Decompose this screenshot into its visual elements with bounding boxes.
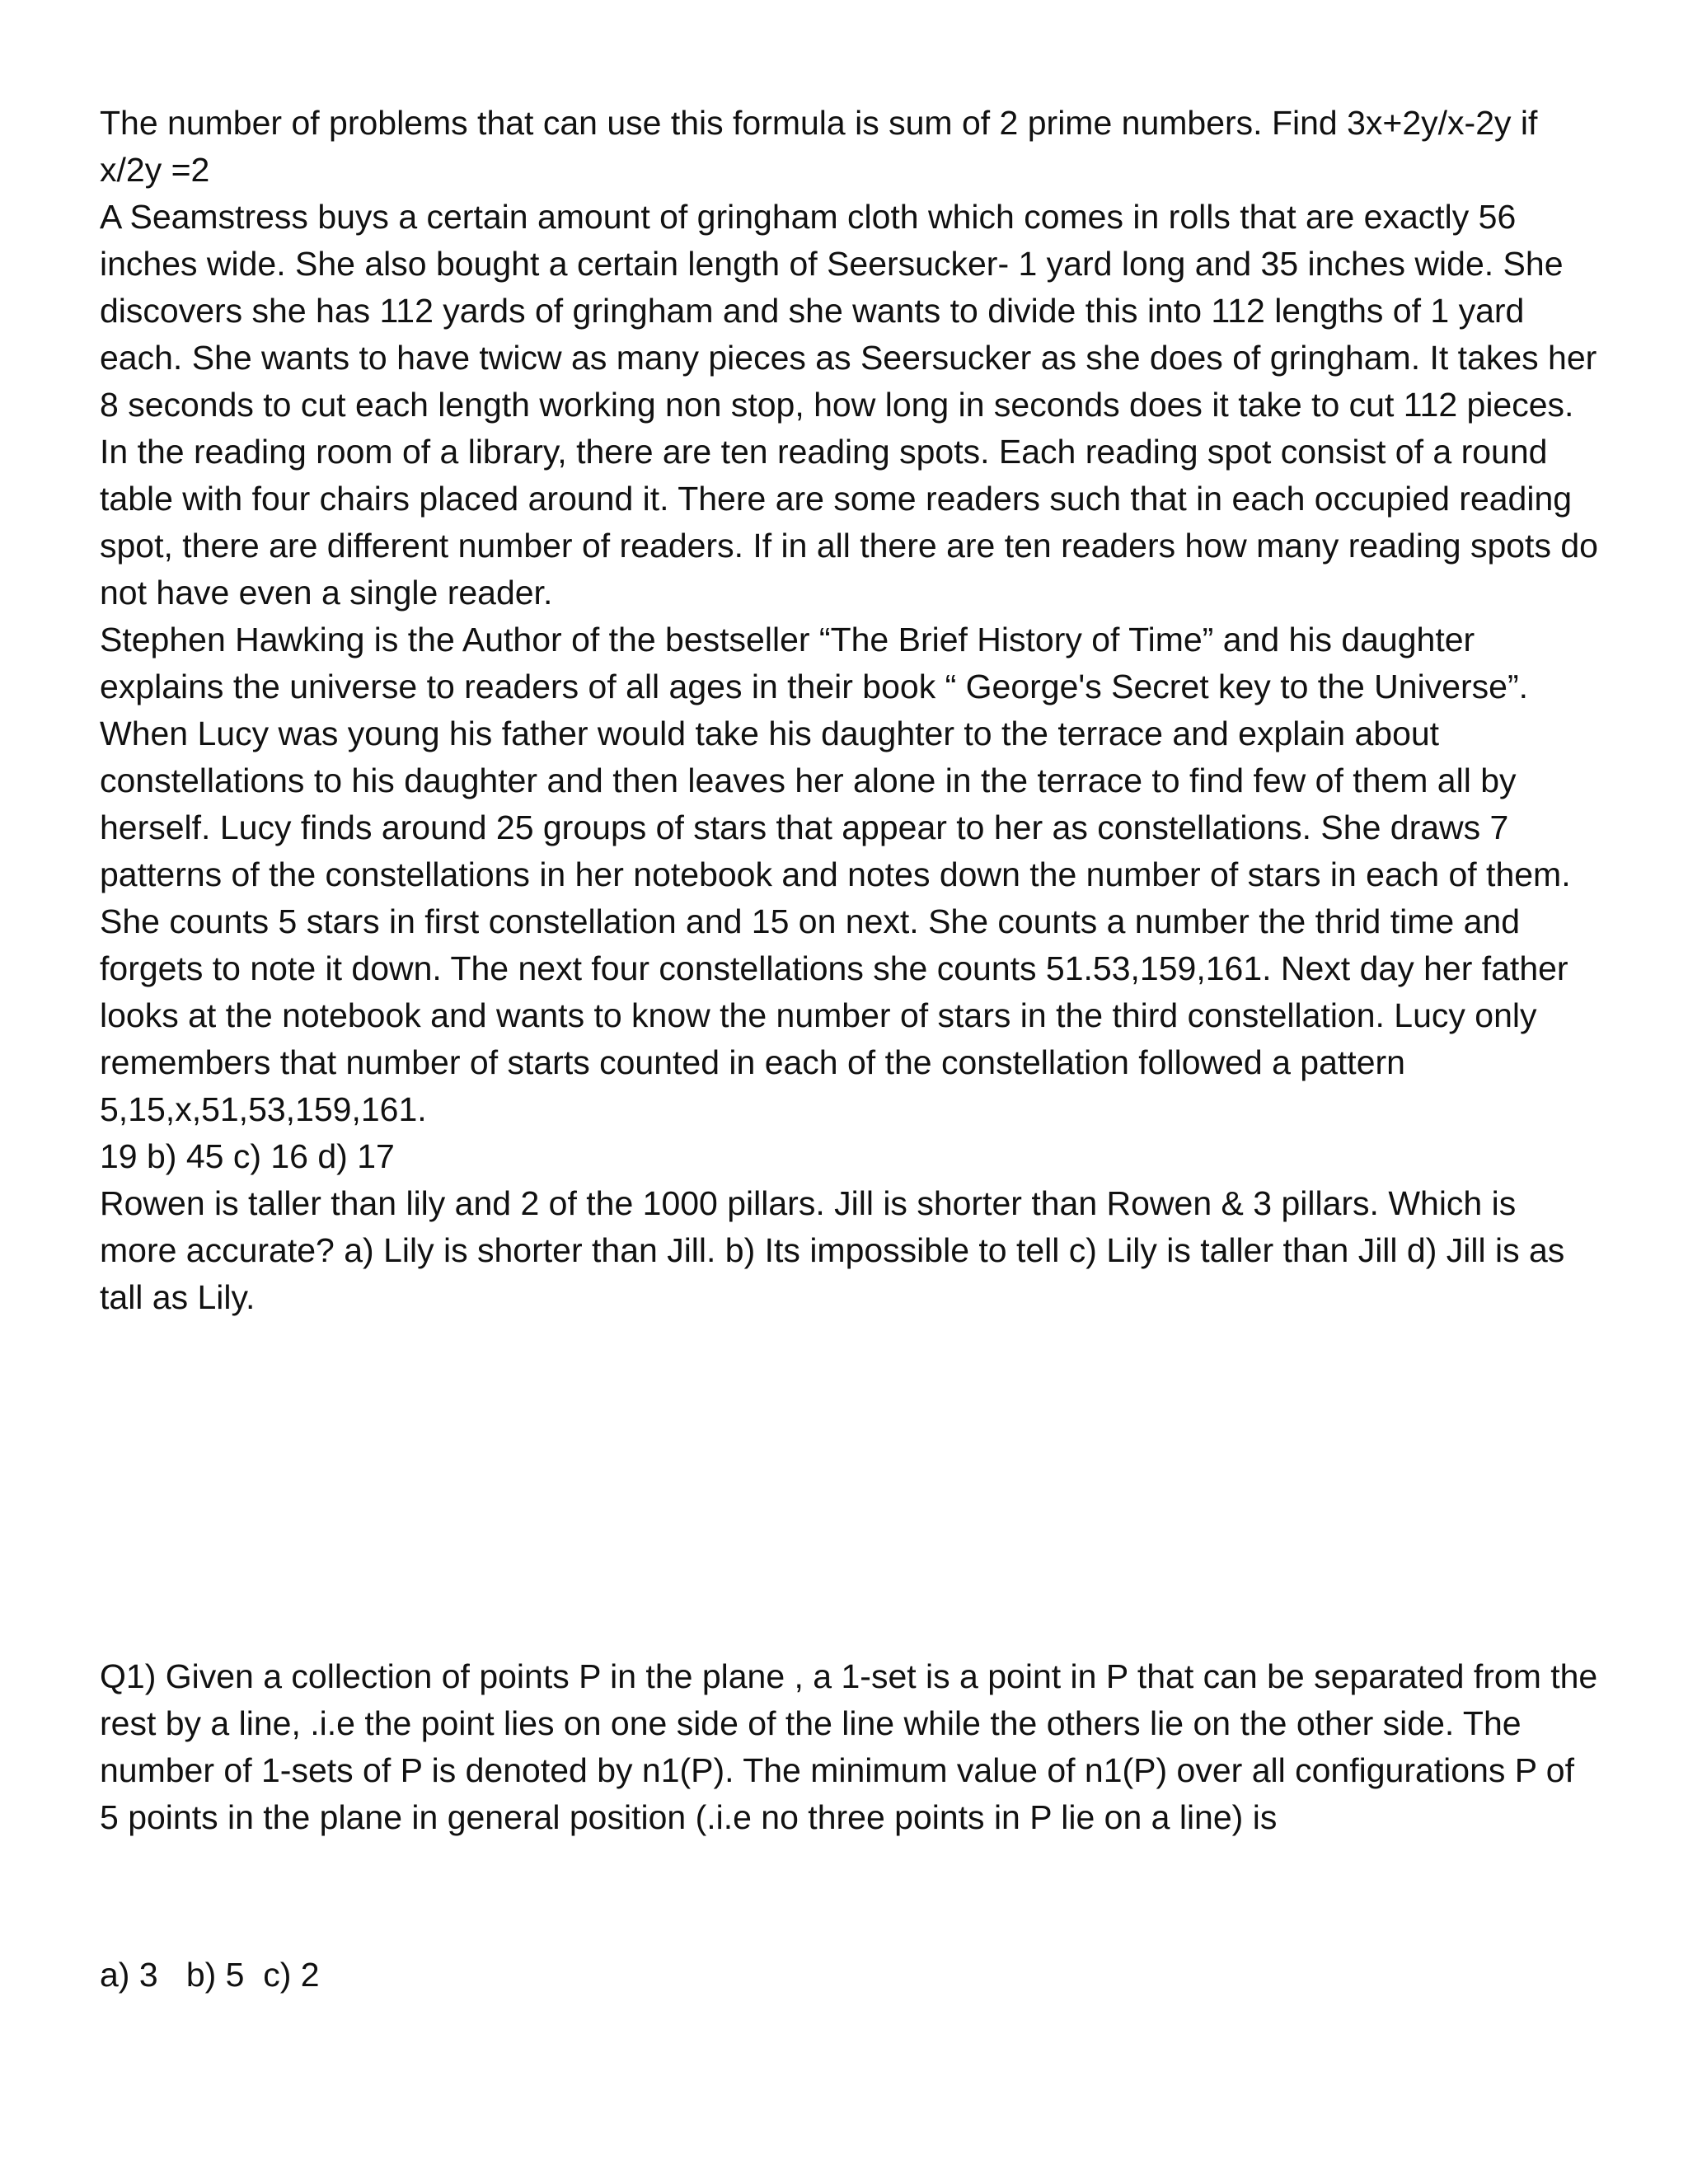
questions-block	[100, 100, 1600, 1321]
lucy-constellation-paragraph: When Lucy was young his father would take his daughter to the terrace and explain about constellations to his daughter and then leaves her alone in the terrace to find few of them all by herself. Lucy finds around 25 groups of stars that appear to her as constellations. She draws 7 patterns of the constellations in her notebook and notes down the number of stars in each of them. She counts 5 stars in first constellation and 15 on next. She counts a number the thrid time and forgets to note it down. The next four constellations she counts 51.53,159,161. Next day her father looks at the notebook and wants to know the number of stars in the third constellation. Lucy only remembers that number of starts counted in each of the constellation followed a pattern 5,15,x,51,53,159,161.	[100, 715, 1571, 1128]
q1-options: a) 3 b) 5 c) 2	[100, 1956, 320, 1994]
q1-block	[100, 1653, 1600, 1841]
hawking-paragraph: Stephen Hawking is the Author of the bestseller “The Brief History of Time” and his daughter explains the universe to readers of all ages in their book “ George's Secret key to the Universe”.	[100, 621, 1528, 705]
rowen-question-paragraph: Rowen is taller than lily and 2 of the 1000 pillars. Jill is shorter than Rowen & 3 pillars. Which is more accurate? a) Lily is shorter than Jill. b) Its impossible to tell c) Lily is taller than Jill d) Jill is as tall as Lily.	[100, 1184, 1565, 1316]
reading-room-question-paragraph: In the reading room of a library, there are ten reading spots. Each reading spot consist of a round table with four chairs placed around it. There are some readers such that in each occupied reading spot, there are different number of readers. If in all there are ten readers how many reading spots do not have even a single reader.	[100, 433, 1598, 612]
q1-question: Q1) Given a collection of points P in the plane , a 1-set is a point in P that can be separated from the rest by a line, .i.e the point lies on one side of the line while the others lie on the other side. The number of 1-sets of P is denoted by n1(P). The minimum value of n1(P) over all configurations P of 5 points in the plane in general position (.i.e no three points in P lie on a line) is	[100, 1657, 1598, 1836]
constellation-options: 19 b) 45 c) 16 d) 17	[100, 1137, 395, 1175]
formula-question-paragraph: The number of problems that can use this formula is sum of 2 prime numbers. Find 3x+2y/x-2y if x/2y =2	[100, 104, 1538, 189]
seamstress-question-paragraph: A Seamstress buys a certain amount of gringham cloth which comes in rolls that are exactly 56 inches wide. She also bought a certain length of Seersucker- 1 yard long and 35 inches wide. She discovers she has 112 yards of gringham and she wants to divide this into 112 lengths of 1 yard each. She wants to have twicw as many pieces as Seersucker as she does of gringham. It takes her 8 seconds to cut each length working non stop, how long in seconds does it take to cut 112 pieces.	[100, 198, 1597, 424]
